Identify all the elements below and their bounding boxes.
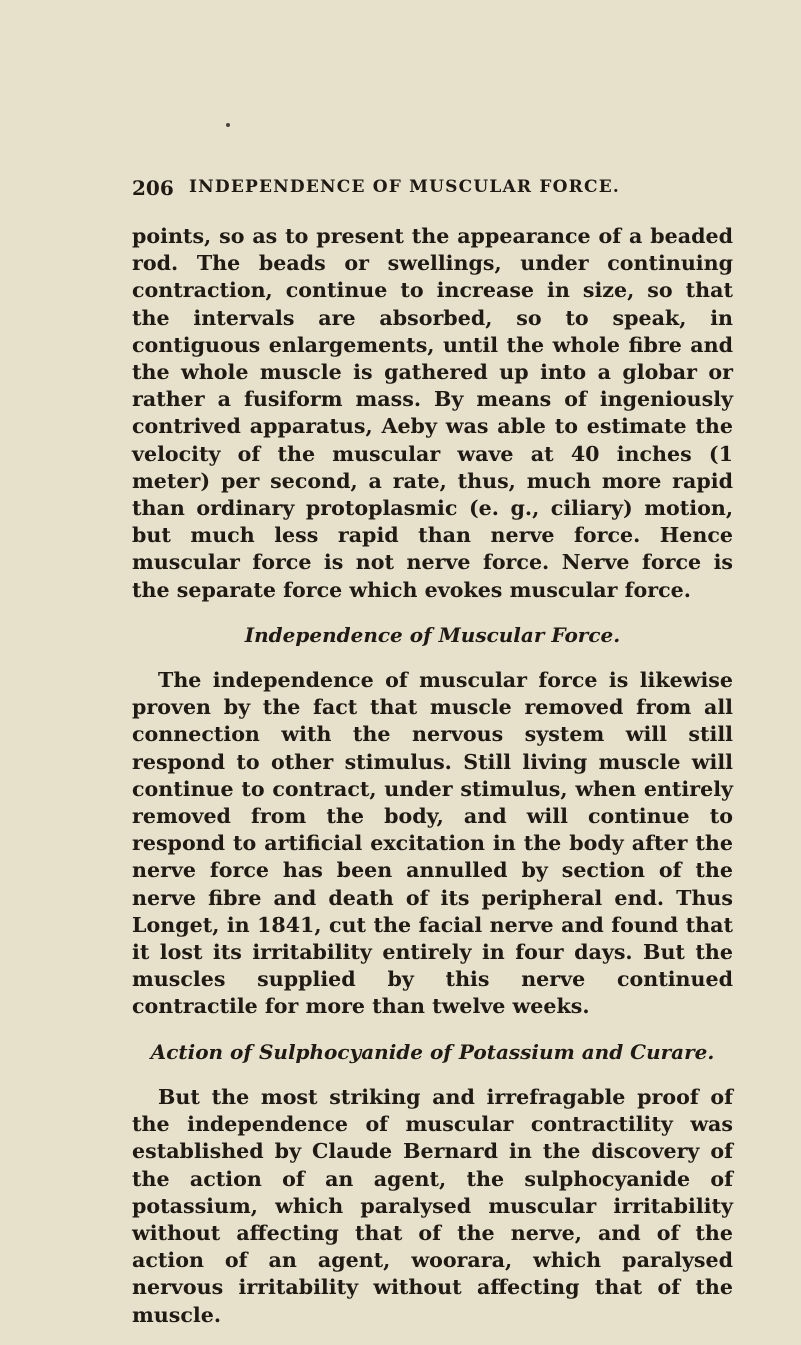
running-head: INDEPENDENCE OF MUSCULAR FORCE. xyxy=(189,177,620,197)
section-heading-action: Action of Sulphocyanide of Potassium and Curare. xyxy=(150,1039,715,1064)
page-body xyxy=(132,223,733,1329)
page-header xyxy=(132,176,732,206)
body-paragraph-2: The independence of muscular force is likewise proven by the fact that muscle removed from all connection with the nervous system will still respond to other stimulus. Still living muscle will continue to contract, under stimulus, when entirely removed from the body, and will continue to respond to artificial excitation in the body after the nerve force has been annulled by section of the nerve fibre and death of its peripheral end. Thus Longet, in 1841, cut the facial nerve and found that it lost its irritability entirely in four days. But the muscles supplied by this nerve continued contractile for more than twelve weeks. xyxy=(132,668,733,1019)
section-heading-independence: Independence of Muscular Force. xyxy=(244,622,621,647)
body-paragraph-1: points, so as to present the appearance of a beaded rod. The beads or swellings, under continuing contraction, continue to increase in size, so that the intervals are absorbed, so to speak, in contiguous enlargements, until the whole fibre and the whole muscle is gathered up into a globar or rather a fusiform mass. By means of ingeniously contrived apparatus, Aeby was able to estimate the velocity of the muscular wave at 40 inches (1 meter) per second, a rate, thus, much more rapid than ordinary protoplasmic (e. g., ciliary) motion, but much less rapid than nerve force. Hence muscular force is not nerve force. Nerve force is the separate force which evokes muscular force. xyxy=(132,224,733,602)
page-mark xyxy=(226,123,230,127)
page-number: 206 xyxy=(132,176,174,200)
body-paragraph-3: But the most striking and irrefragable proof of the independence of muscular contractility was established by Claude Bernard in the discovery of the action of an agent, the sulphocyanide of potassium, which paralysed muscular irritability without affecting that of the nerve, and of the action of an agent, woorara, which paralysed nervous irritability without affecting that of the muscle. xyxy=(132,1084,733,1327)
